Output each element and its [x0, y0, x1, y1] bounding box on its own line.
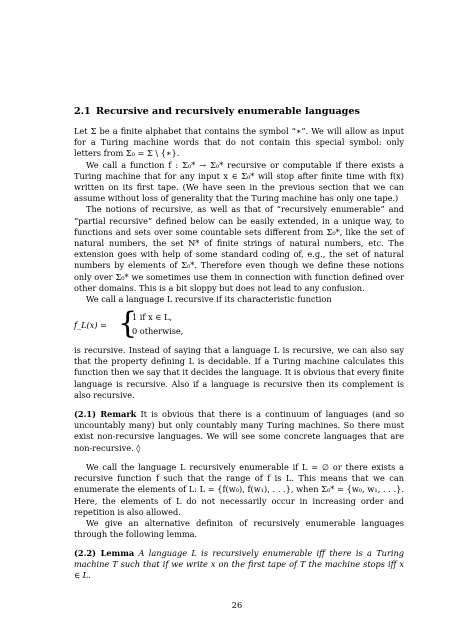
paragraph-1: Let Σ be a finite alphabet that contains the symbol “∗”. We will allow as input for a Turing machine words that do not contain this special symbol: only letters from Σ₀ = Σ \ {∗}. — [74, 126, 404, 159]
function-lhs: f_L(x) = — [74, 320, 108, 330]
section-heading — [74, 106, 360, 117]
characteristic-function — [74, 306, 404, 343]
body-column-top — [74, 126, 404, 305]
remark-label: (2.1) Remark — [74, 409, 137, 419]
section-number: 2.1 — [74, 106, 91, 117]
left-brace: { — [118, 306, 138, 341]
body-column-middle — [74, 345, 404, 401]
section-title: Recursive and recursively enumerable languages — [96, 106, 360, 117]
body-column-bottom — [74, 462, 404, 540]
lemma-text: A language L is recursively enumerable iff there is a Turing machine T such that if we write x on the first tape of T the machine stops iff x ∈ L. — [74, 548, 404, 581]
paragraph-3: The notions of recursive, as well as that of “recursively enumerable” and “partial recursive” defined below can be easily extended, in a unique way, to functions and sets over some countable sets different from Σ₀*, like the set of natural numbers, the set N* of finite strings of natural numbers, etc. The extension goes with help of some standard coding of, e.g., the set of natural numbers by elements of Σ₀*. Therefore even though we define these notions only over Σ₀* we sometimes use them in connection with function defined over other domains. This is a bit sloppy but does not lead to any confusion. — [74, 204, 404, 293]
page-number: 26 — [231, 600, 243, 610]
remark-text: It is obvious that there is a continuum of languages (and so uncountably many) but only countably many Turing machines. So there must exist non-recursive languages. We will see some concrete languages that are non-recursive. ◊ — [74, 409, 405, 453]
paragraph-7: We give an alternative definiton of recursively enumerable languages through the following lemma. — [74, 518, 404, 540]
lemma-label: (2.2) Lemma — [74, 548, 135, 558]
case-one: 1 if x ∈ L, — [132, 312, 172, 322]
case-two: 0 otherwise, — [132, 326, 184, 336]
remark-block — [74, 409, 404, 454]
lemma-block — [74, 548, 404, 582]
paragraph-2: We call a function f : Σ₀* → Σ₀* recursive or computable if there exists a Turing machine that for any input x ∈ Σ₀* will stop after finite time with f(x) written on its first tape. (We have seen in the previous section that we can assume without loss of generality that the Turing machine has only one tape.) — [74, 159, 404, 204]
paragraph-5: is recursive. Instead of saying that a language L is recursive, we can also say that the property defining L is decidable. If a Turing machine calculates this function then we say that it decides the language. It is obvious that every finite language is recursive. Also if a language is recursive then its complement is also recursive. — [74, 345, 404, 400]
paragraph-4: We call a language L recursive if its characteristic function — [86, 294, 332, 305]
paragraph-6: We call the language L recursively enumerable if L = ∅ or there exists a recursive function f such that the range of f is L. This means that we can enumerate the elements of L: L = {f(w₀), f(w₁), . . .}, when Σ₀* = {w₀, w₁, . . .}. Here, the elements of L do not necessarily occur in increasing order and repetition is also allowed. — [74, 462, 404, 517]
